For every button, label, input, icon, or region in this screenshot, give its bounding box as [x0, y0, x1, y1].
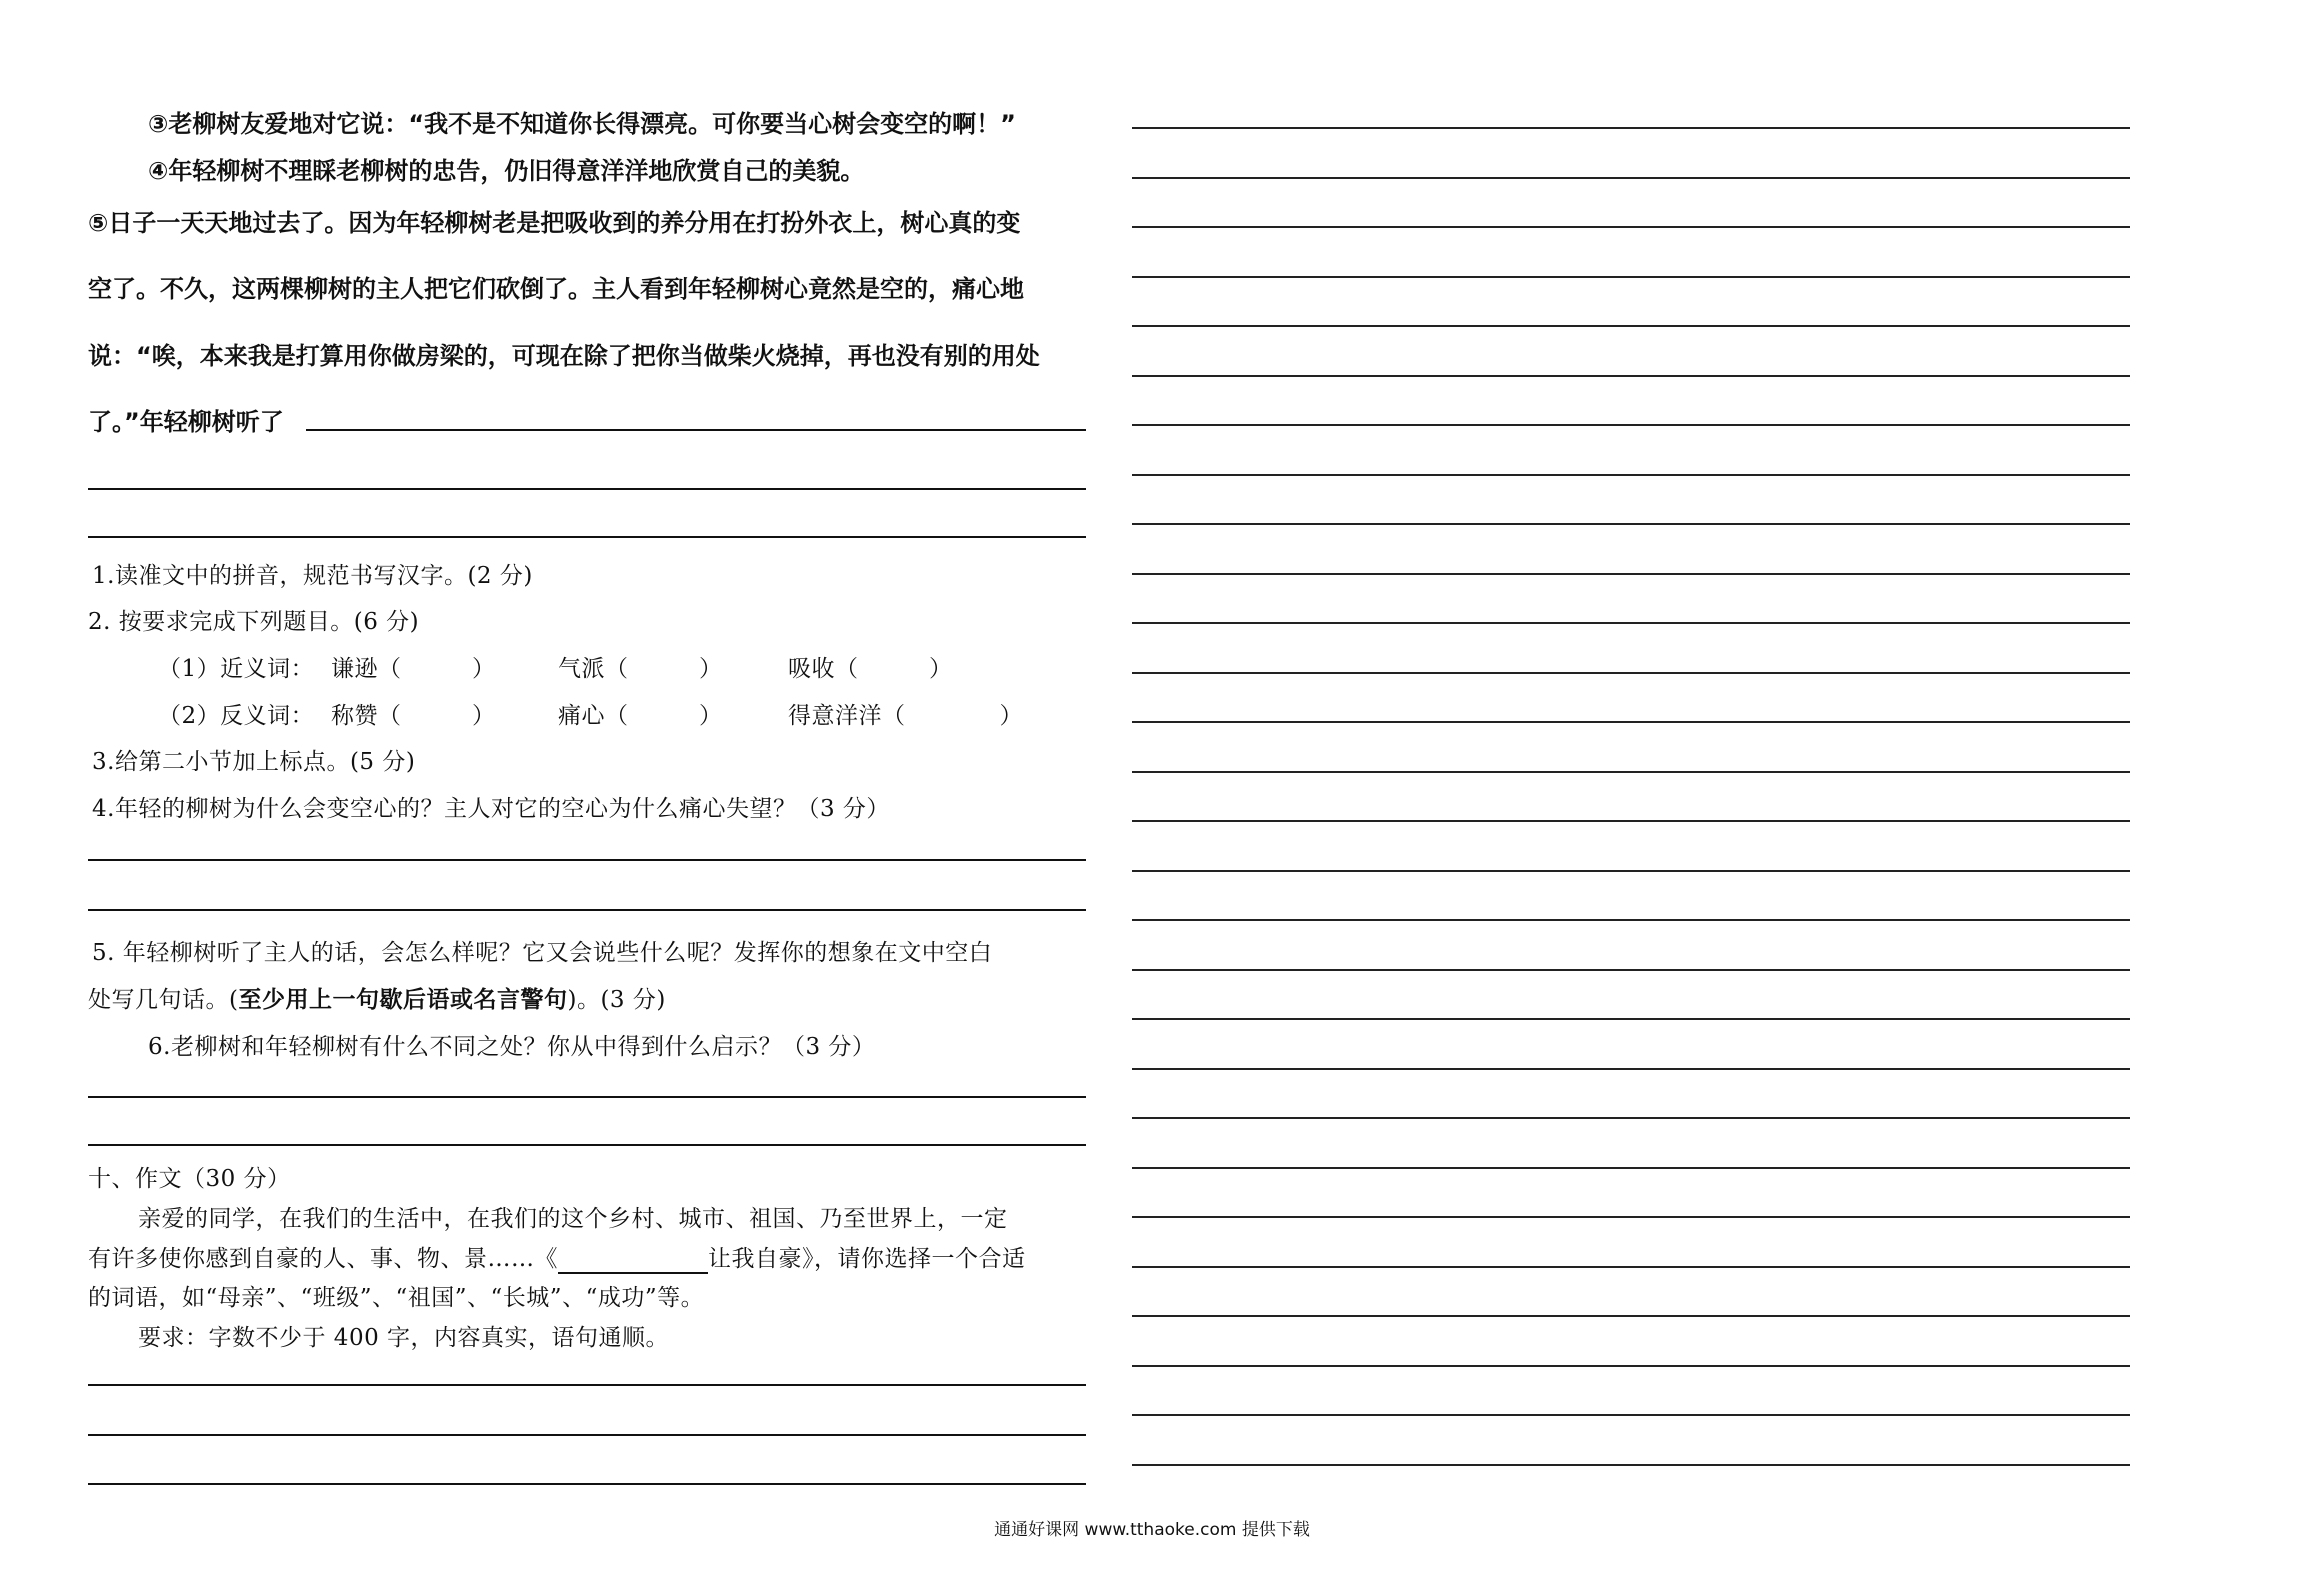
essay-title-blank[interactable] [558, 1246, 708, 1274]
writing-line[interactable] [1132, 1315, 2130, 1317]
essay-line-3[interactable] [88, 1483, 1086, 1485]
writing-line[interactable] [1132, 523, 2130, 525]
writing-line[interactable] [1132, 226, 2130, 228]
question-4-answer-line-2[interactable] [88, 909, 1086, 911]
writing-line[interactable] [1132, 474, 2130, 476]
writing-line[interactable] [1132, 127, 2130, 129]
passage-answer-line-1[interactable] [88, 488, 1086, 490]
question-6: 6.老柳树和年轻柳树有什么不同之处？你从中得到什么启示？（3 分） [148, 1034, 876, 1060]
question-6-answer-line-2[interactable] [88, 1144, 1086, 1146]
writing-line[interactable] [1132, 1365, 2130, 1367]
footer-credit: 通通好课网 www.tthaoke.com 提供下载 [994, 1520, 1310, 1540]
writing-line[interactable] [1132, 1018, 2130, 1020]
essay-prompt-line-2: 有许多使你感到自豪的人、事、物、景……《 让我自豪》，请你选择一个合适 [88, 1246, 1026, 1272]
writing-line[interactable] [1132, 573, 2130, 575]
writing-line[interactable] [1132, 622, 2130, 624]
question-4-answer-line-1[interactable] [88, 859, 1086, 861]
passage-paragraph-3: ③老柳树友爱地对它说：“我不是不知道你长得漂亮。可你要当心树会变空的啊！” [148, 110, 1016, 138]
passage-paragraph-5-line-2: 空了。不久，这两棵柳树的主人把它们砍倒了。主人看到年轻柳树心竟然是空的，痛心地 [88, 275, 1024, 303]
question-3: 3.给第二小节加上标点。(5 分) [92, 749, 416, 775]
writing-line[interactable] [1132, 276, 2130, 278]
writing-line[interactable] [1132, 1117, 2130, 1119]
writing-line[interactable] [1132, 672, 2130, 674]
question-4: 4.年轻的柳树为什么会变空心的？主人对它的空心为什么痛心失望？（3 分） [92, 796, 890, 822]
writing-line[interactable] [1132, 375, 2130, 377]
writing-line[interactable] [1132, 721, 2130, 723]
essay-line-1[interactable] [88, 1384, 1086, 1386]
essay-line-2[interactable] [88, 1434, 1086, 1436]
writing-line[interactable] [1132, 771, 2130, 773]
writing-line[interactable] [1132, 1266, 2130, 1268]
passage-paragraph-4: ④年轻柳树不理睬老柳树的忠告，仍旧得意洋洋地欣赏自己的美貌。 [148, 157, 865, 185]
essay-prompt-line-3: 的词语，如“母亲”、“班级”、“祖国”、“长城”、“成功”等。 [88, 1285, 705, 1311]
left-column [88, 0, 1088, 1500]
essay-prompt-line-1: 亲爱的同学，在我们的生活中，在我们的这个乡村、城市、祖国、乃至世界上，一定 [138, 1206, 1008, 1232]
question-6-answer-line-1[interactable] [88, 1096, 1086, 1098]
question-1: 1.读准文中的拼音，规范书写汉字。(2 分) [92, 563, 533, 589]
synonym-blank-1[interactable]: 谦逊（ ） [331, 656, 496, 682]
question-5-emphasis: 至少用上一句歇后语或名言警句 [238, 987, 568, 1013]
writing-line[interactable] [1132, 919, 2130, 921]
question-2-1-label: （1）近义词： [158, 656, 315, 682]
question-5-line-2: 处写几句话。(至少用上一句歇后语或名言警句)。(3 分) [88, 987, 666, 1013]
passage-answer-blank[interactable] [306, 429, 1086, 431]
writing-line[interactable] [1132, 424, 2130, 426]
question-2-2-label: （2）反义词： [158, 703, 315, 729]
passage-paragraph-5-line-3: 说：“唉，本来我是打算用你做房梁的，可现在除了把你当做柴火烧掉，再也没有别的用处 [88, 342, 1040, 370]
question-2: 2. 按要求完成下列题目。(6 分) [88, 609, 420, 635]
writing-line[interactable] [1132, 177, 2130, 179]
antonym-blank-1[interactable]: 称赞（ ） [331, 703, 496, 729]
writing-line[interactable] [1132, 1216, 2130, 1218]
essay-requirements: 要求：字数不少于 400 字，内容真实，语句通顺。 [138, 1325, 670, 1351]
antonym-blank-2[interactable]: 痛心（ ） [558, 703, 723, 729]
question-5-line-1: 5. 年轻柳树听了主人的话，会怎么样呢？它又会说些什么呢？发挥你的想象在文中空白 [92, 940, 993, 966]
writing-line[interactable] [1132, 969, 2130, 971]
essay-heading: 十、作文（30 分） [88, 1166, 291, 1192]
passage-paragraph-5-line-4: 了。”年轻柳树听了 [88, 408, 284, 436]
synonym-blank-2[interactable]: 气派（ ） [558, 656, 723, 682]
writing-line[interactable] [1132, 1068, 2130, 1070]
writing-line[interactable] [1132, 1167, 2130, 1169]
passage-answer-line-2[interactable] [88, 536, 1086, 538]
writing-line[interactable] [1132, 820, 2130, 822]
writing-line[interactable] [1132, 325, 2130, 327]
synonym-blank-3[interactable]: 吸收（ ） [788, 656, 953, 682]
passage-paragraph-5-line-1: ⑤日子一天天地过去了。因为年轻柳树老是把吸收到的养分用在打扮外衣上，树心真的变 [88, 209, 1021, 237]
writing-line[interactable] [1132, 1414, 2130, 1416]
antonym-blank-3[interactable]: 得意洋洋（ ） [788, 703, 1023, 729]
writing-line[interactable] [1132, 1464, 2130, 1466]
writing-line[interactable] [1132, 870, 2130, 872]
